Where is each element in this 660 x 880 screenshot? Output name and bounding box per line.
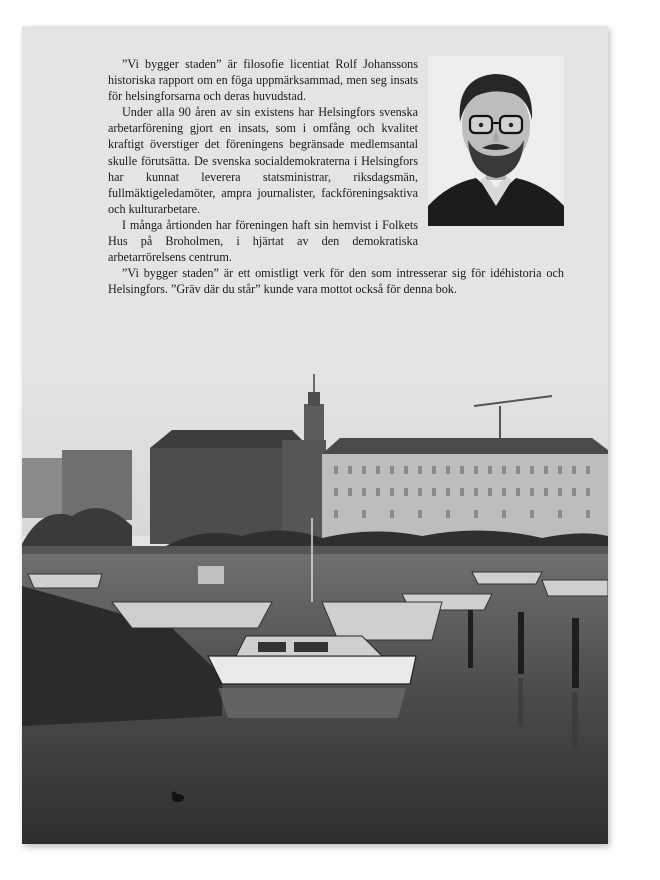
blurb-paragraph: Under alla 90 åren av sin existens har Helsingfors svenska arbetarförening gjort en insats, som i omfång och kvalitet kraftigt överstiger det föreningens begränsade medlemsantal skulle förutsätta. De svenska socialdemokraterna i Helsingfors har kunnat leverera statsministrar, riksdagsmän, fullmäktigeledamöter, ampra journalister, fackföreningsaktiva och kulturarbetare. xyxy=(108,105,418,216)
book-back-cover xyxy=(22,26,608,844)
blurb-paragraph: ”Vi bygger staden” är ett omistligt verk för den som intresserar sig för idéhistoria och Helsingfors. ”Gräv där du står” kunde vara mottot också för denna bok. xyxy=(108,266,564,297)
blurb-paragraph: ”Vi bygger staden” är filosofie licentiat Rolf Johanssons historiska rapport om en föga uppmärksammad, men seg insats för helsingforsarna och deras huvudstad. xyxy=(108,57,418,104)
author-portrait xyxy=(428,56,564,226)
cover-blurb xyxy=(108,56,564,297)
harbor-photograph xyxy=(22,366,608,844)
blurb-paragraph: I många årtionden har föreningen haft sin hemvist i Folkets Hus på Broholmen, i hjärtat av den demokratiska arbetarrörelsens centrum. xyxy=(108,217,418,265)
